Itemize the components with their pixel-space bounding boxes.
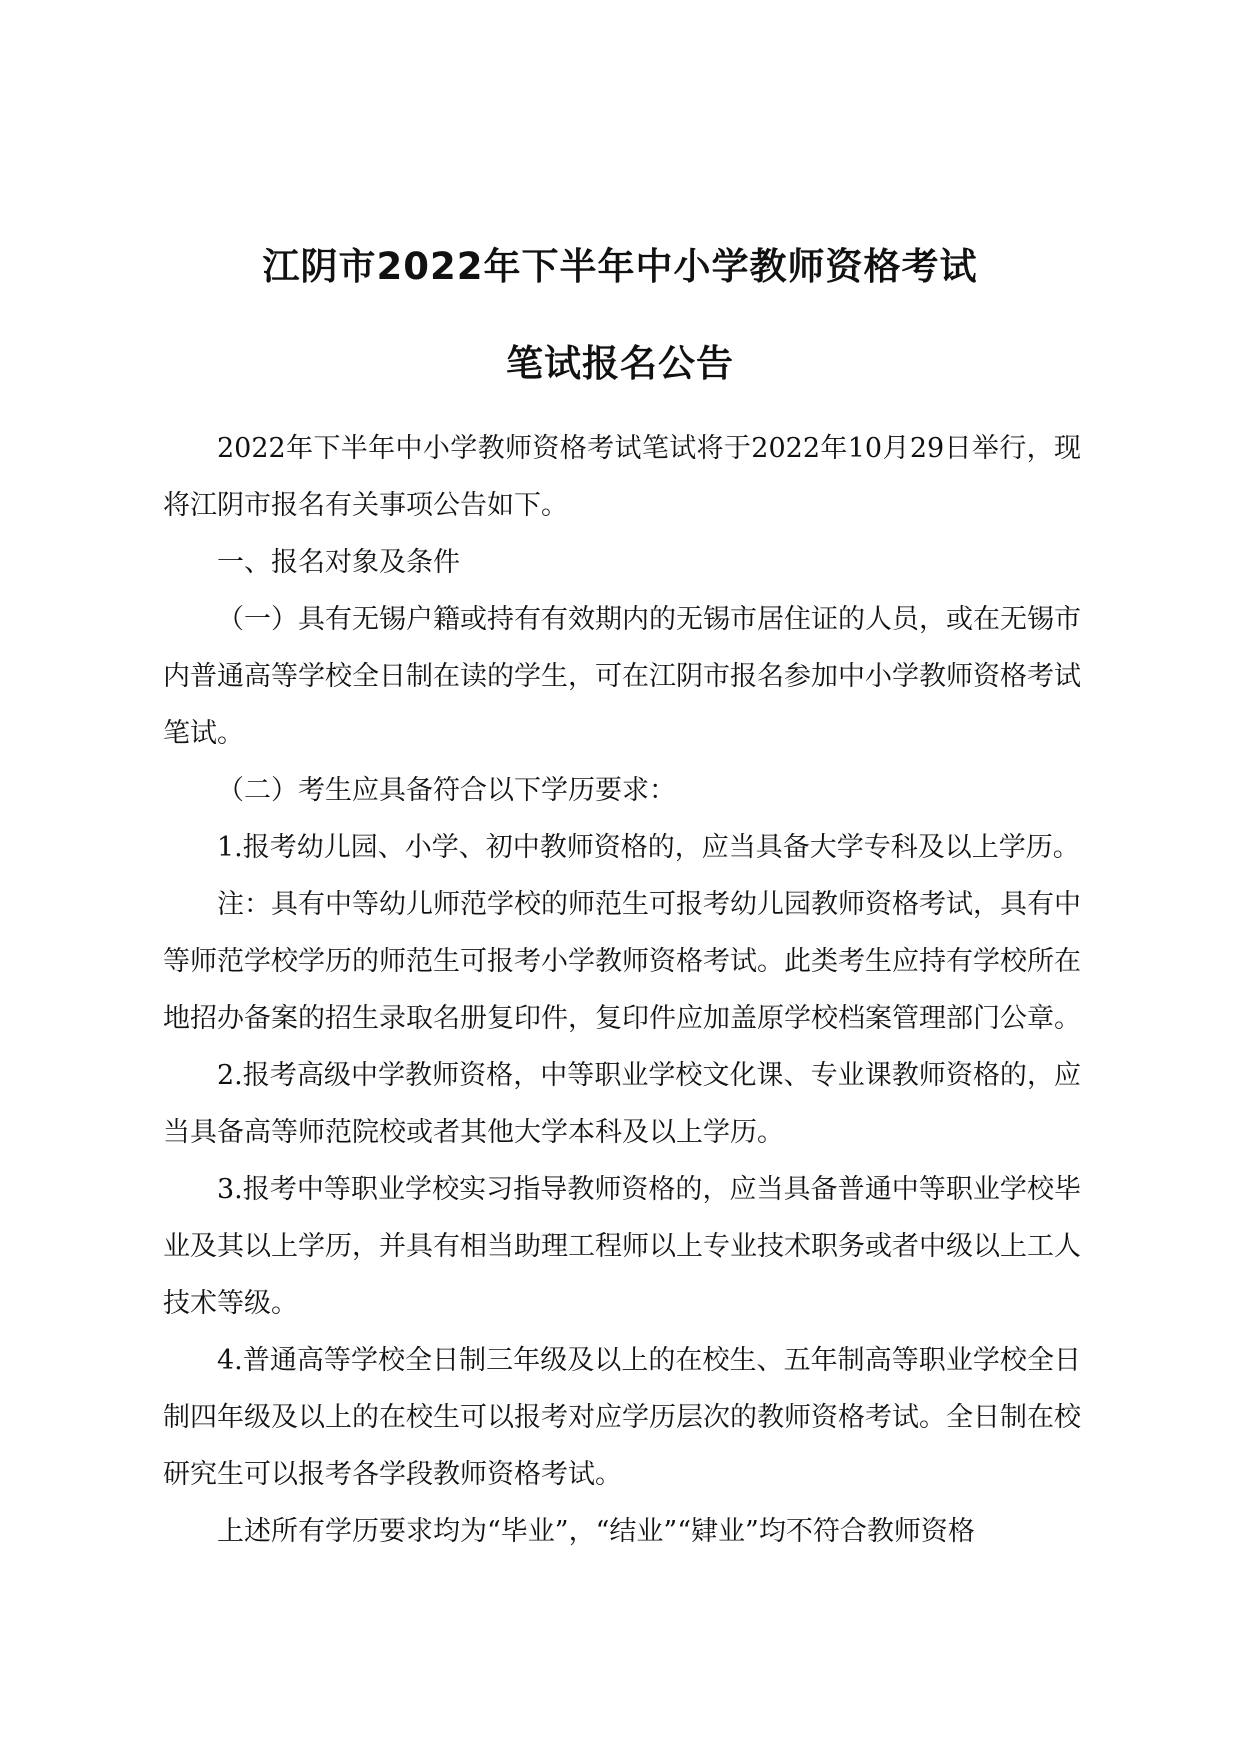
- paragraph-item-4: 4.普通高等学校全日制三年级及以上的在校生、五年制高等职业学校全日制四年级及以上的在校生可以报考对应学历层次的教师资格考试。全日制在校研究生可以报考各学段教师资格考试。: [163, 1345, 1081, 1490]
- paragraph-education-requirement: 上述所有学历要求均为“毕业”，“结业”“肄业”均不符合教师资格: [217, 1516, 975, 1547]
- section-heading-1: 一、报名对象及条件: [217, 547, 460, 578]
- document-title-line-1: 江阴市2022年下半年中小学教师资格考试: [262, 245, 978, 288]
- paragraph-item-2: 2.报考高级中学教师资格，中等职业学校文化课、专业课教师资格的，应当具备高等师范院校或者其他大学本科及以上学历。: [163, 1060, 1081, 1148]
- document-title-line-2: 笔试报名公告: [506, 342, 734, 385]
- document-body: [163, 420, 1081, 1560]
- paragraph-intro: 2022年下半年中小学教师资格考试笔试将于2022年10月29日举行，现将江阴市报名有关事项公告如下。: [163, 433, 1081, 521]
- paragraph-item-3: 3.报考中等职业学校实习指导教师资格的，应当具备普通中等职业学校毕业及其以上学历，并具有相当助理工程师以上专业技术职务或者中级以上工人技术等级。: [163, 1174, 1081, 1319]
- paragraph-note: 注：具有中等幼儿师范学校的师范生可报考幼儿园教师资格考试，具有中等师范学校学历的师范生可报考小学教师资格考试。此类考生应持有学校所在地招办备案的招生录取名册复印件，复印件应加盖原学校档案管理部门公章。: [163, 889, 1081, 1034]
- paragraph-eligibility-2: （二）考生应具备符合以下学历要求：: [217, 775, 676, 806]
- paragraph-item-1: 1.报考幼儿园、小学、初中教师资格的，应当具备大学专科及以上学历。: [217, 832, 1080, 863]
- paragraph-eligibility-1: （一）具有无锡户籍或持有有效期内的无锡市居住证的人员，或在无锡市内普通高等学校全日制在读的学生，可在江阴市报名参加中小学教师资格考试笔试。: [163, 604, 1081, 749]
